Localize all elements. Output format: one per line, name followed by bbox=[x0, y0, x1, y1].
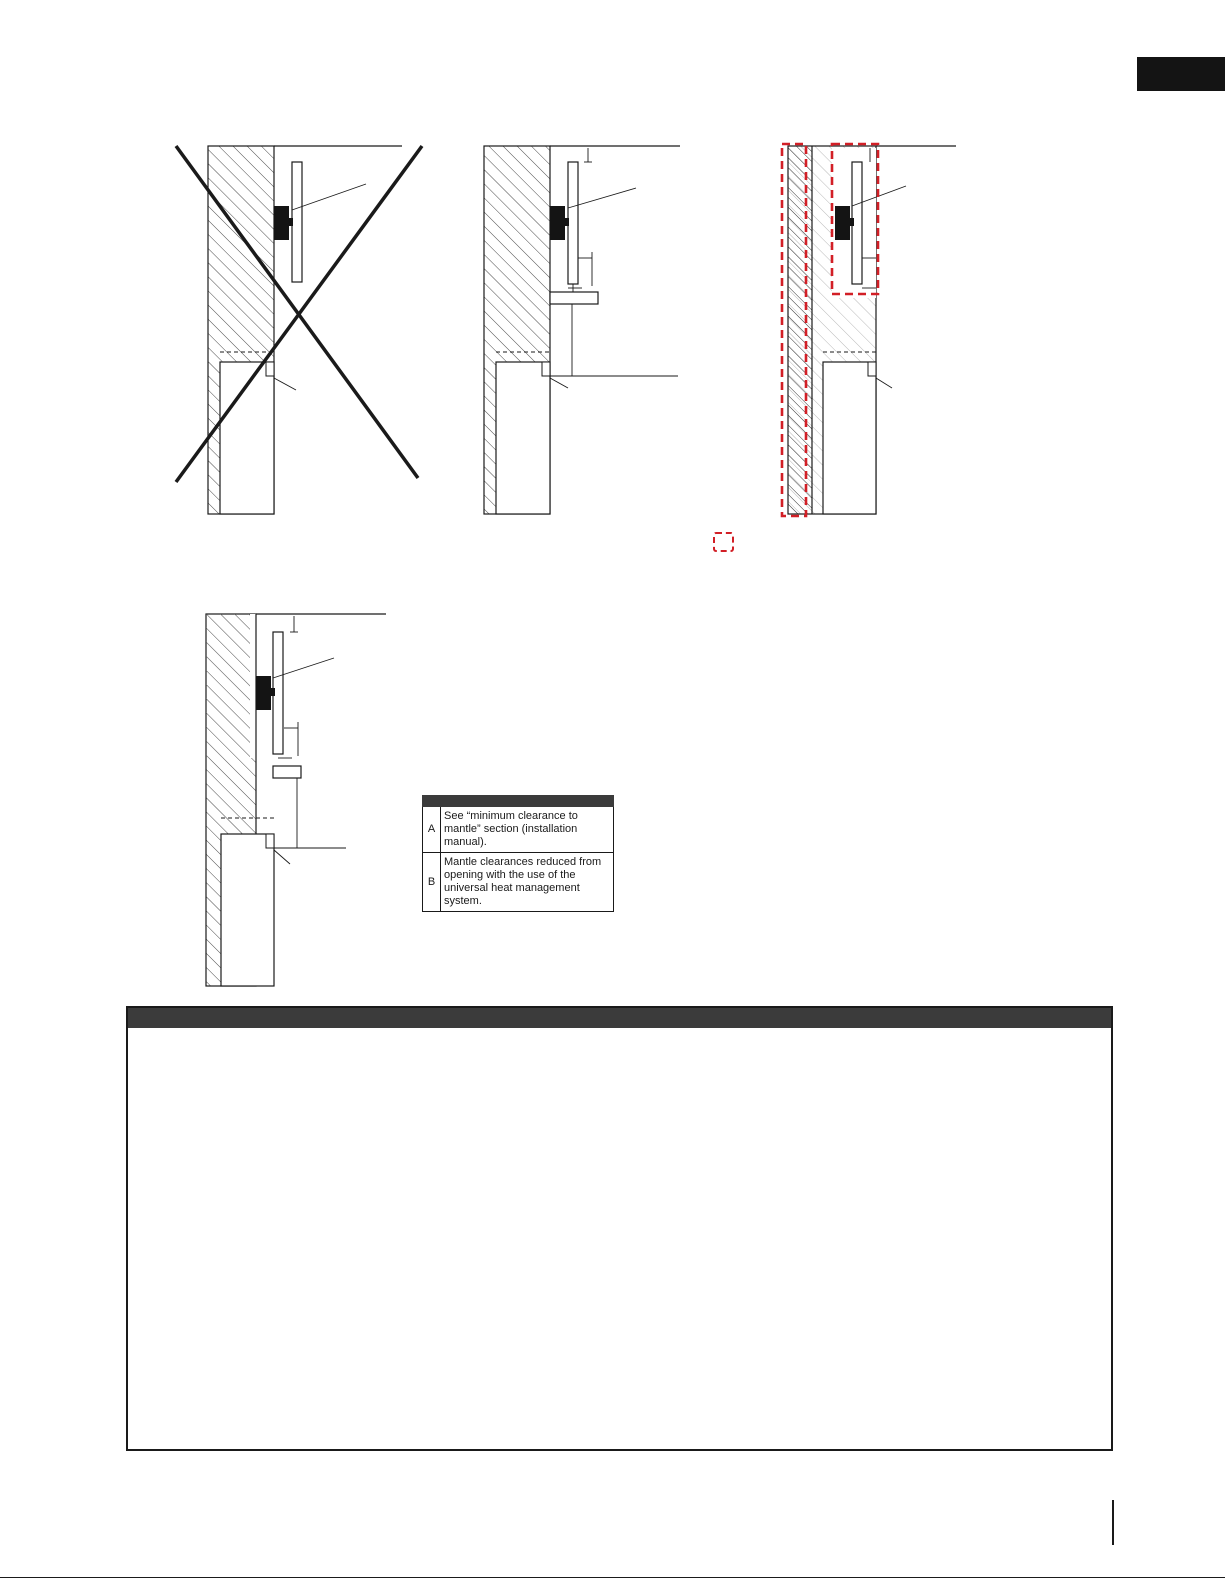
tv-mount bbox=[256, 676, 271, 710]
mantle bbox=[550, 292, 598, 304]
mantle bbox=[273, 766, 301, 778]
tv-mount bbox=[835, 206, 850, 240]
tv-mount bbox=[274, 206, 289, 240]
notice-box bbox=[126, 1006, 1113, 1451]
tv-panel bbox=[568, 162, 578, 284]
figure-incorrect-installation bbox=[170, 140, 430, 520]
legend-table bbox=[422, 795, 614, 912]
figure-mantle-installation bbox=[440, 140, 690, 520]
legend-key-cell: A bbox=[423, 807, 441, 853]
legend-header-cell bbox=[441, 796, 614, 807]
legend-key-cell: B bbox=[423, 853, 441, 912]
leader-line bbox=[876, 378, 892, 388]
legend-header-cell bbox=[423, 796, 441, 807]
leader-line bbox=[550, 378, 568, 388]
wall-section bbox=[206, 614, 274, 986]
legend-row bbox=[423, 807, 614, 853]
legend-header-row bbox=[423, 796, 614, 807]
page-number-divider bbox=[1112, 1500, 1114, 1545]
figure-mantle-installation-lower bbox=[200, 608, 390, 988]
language-tab bbox=[1137, 57, 1225, 91]
leader-line bbox=[274, 378, 296, 390]
footer-rule bbox=[0, 1577, 1225, 1578]
dimension-marks bbox=[274, 616, 346, 848]
legend-text-cell: See “minimum clearance to mantle” section (installation manual). bbox=[441, 807, 614, 853]
leader-line bbox=[274, 850, 290, 864]
tv-mount bbox=[550, 206, 565, 240]
leader-line bbox=[292, 184, 366, 210]
figure-heat-management bbox=[780, 140, 970, 520]
wall-section bbox=[484, 146, 550, 514]
dashed-square-icon bbox=[713, 532, 734, 552]
legend-text-cell: Mantle clearances reduced from opening with the use of the universal heat management system. bbox=[441, 853, 614, 912]
legend-row bbox=[423, 853, 614, 912]
notice-header-bar bbox=[128, 1008, 1111, 1028]
tv-panel bbox=[292, 162, 302, 282]
